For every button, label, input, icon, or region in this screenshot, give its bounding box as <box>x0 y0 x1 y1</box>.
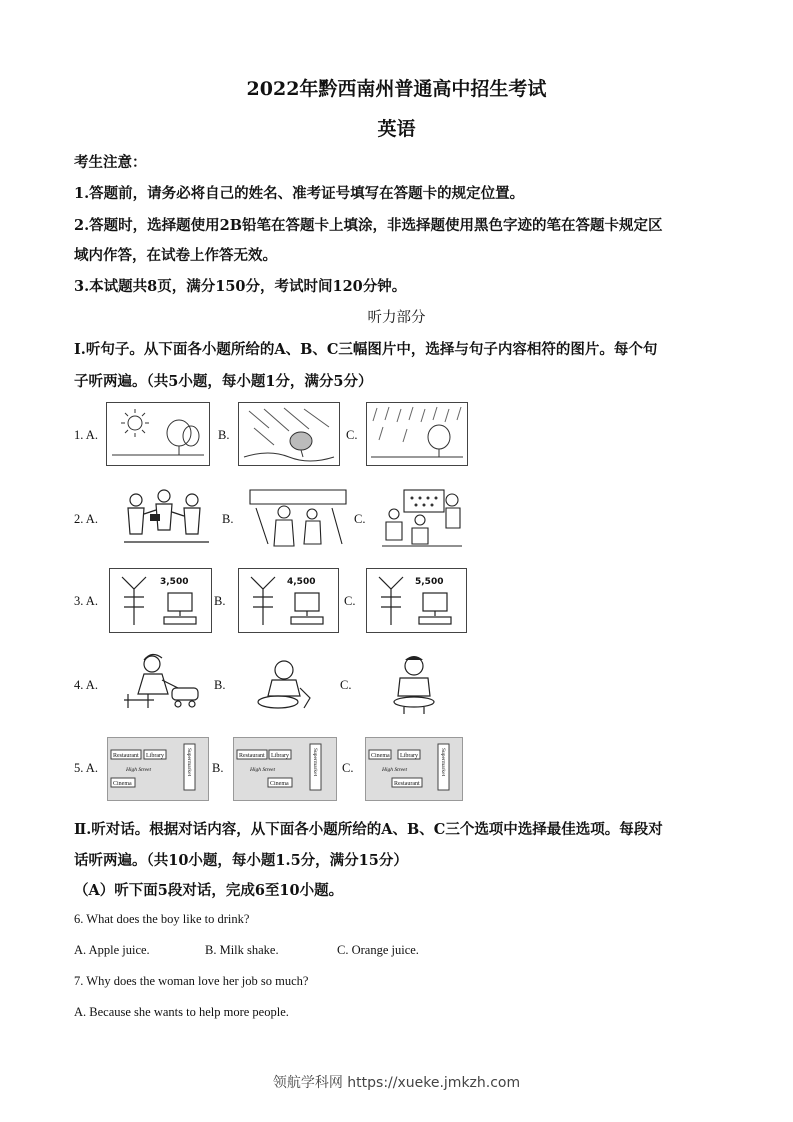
question-1-option-b: B. <box>218 428 230 442</box>
part2-instructions-line-2: 话听两遍。（共10小题，每小题1.5分，满分15分） <box>74 852 408 869</box>
question-6-stem: 6. What does the boy like to drink? <box>74 912 250 926</box>
listening-heading: 听力部分 <box>367 310 426 326</box>
note-item-3: 3.本试题共8页，满分150分，考试时间120分钟。 <box>74 278 407 295</box>
question-1-picture-b[interactable] <box>238 402 340 466</box>
question-6-option-b[interactable]: B. Milk shake. <box>205 943 279 957</box>
part2-instructions-line-1: Ⅱ.听对话。根据对话内容，从下面各小题所给的A、B、C三个选项中选择最佳选项。每段对 <box>74 821 663 838</box>
question-5-option-b: B. <box>212 761 224 775</box>
question-5-map-a[interactable] <box>107 737 209 801</box>
map-b-restaurant: Restaurant <box>239 753 265 759</box>
part1-instructions-line-1: Ⅰ.听句子。从下面各小题所给的A、B、C三幅图片中，选择与句子内容相符的图片。每个句 <box>74 341 658 358</box>
question-2-label: 2. A. <box>74 512 98 526</box>
map-b-cinema: Cinema <box>270 781 289 787</box>
question-7-stem: 7. Why does the woman love her job so much? <box>74 974 309 988</box>
exam-subject: 英语 <box>377 118 416 140</box>
page-footer: 领航学科网 https://xueke.jmkzh.com <box>272 1075 521 1091</box>
question-1-label: 1. A. <box>74 428 98 442</box>
question-3-label: 3. A. <box>74 594 98 608</box>
question-5-map-b[interactable] <box>233 737 337 801</box>
question-3-picture-a[interactable] <box>109 568 212 633</box>
question-2-picture-c[interactable] <box>374 484 466 552</box>
map-a-street: High Street <box>126 767 151 773</box>
question-6-option-c[interactable]: C. Orange juice. <box>337 943 419 957</box>
question-4-option-c: C. <box>340 678 352 692</box>
map-c-library: Library <box>400 753 418 759</box>
notes-heading: 考生注意： <box>74 154 147 171</box>
map-a-library: Library <box>146 753 164 759</box>
question-1-option-c: C. <box>346 428 358 442</box>
question-2-picture-a[interactable] <box>114 484 216 552</box>
question-4-option-b: B. <box>214 678 226 692</box>
section-a-heading: （A）听下面5段对话，完成6至10小题。 <box>74 882 344 899</box>
note-item-1: 1.答题前，请务必将自己的姓名、准考证号填写在答题卡的规定位置。 <box>74 185 525 202</box>
question-3-price-a: 3,500 <box>160 577 189 587</box>
question-5-option-c: C. <box>342 761 354 775</box>
question-3-price-b: 4,500 <box>287 577 316 587</box>
map-a-cinema: Cinema <box>113 781 132 787</box>
question-1-picture-c[interactable] <box>366 402 468 466</box>
exam-title: 2022年黔西南州普通高中招生考试 <box>246 78 547 100</box>
question-7-option-a[interactable]: A. Because she wants to help more people. <box>74 1005 289 1019</box>
map-c-cinema: Cinema <box>371 753 390 759</box>
question-4-label: 4. A. <box>74 678 98 692</box>
map-a-supermarket: Supermarket <box>186 748 192 777</box>
question-5-label: 5. A. <box>74 761 98 775</box>
question-2-option-b: B. <box>222 512 234 526</box>
question-1-picture-a[interactable] <box>106 402 210 466</box>
note-item-2-line-1: 2.答题时，选择题使用2B铅笔在答题卡上填涂，非选择题使用黑色字迹的笔在答题卡规定区 <box>74 217 663 234</box>
question-4-picture-c[interactable] <box>382 652 446 718</box>
question-2-option-c: C. <box>354 512 366 526</box>
map-c-street: High Street <box>382 767 407 773</box>
question-2-picture-b[interactable] <box>246 484 350 552</box>
map-b-supermarket: Supermarket <box>312 748 318 777</box>
question-3-option-b: B. <box>214 594 226 608</box>
map-c-supermarket: Supermarket <box>440 748 446 777</box>
question-4-picture-b[interactable] <box>244 654 326 716</box>
question-6-option-a[interactable]: A. Apple juice. <box>74 943 150 957</box>
question-5-map-c[interactable] <box>365 737 463 801</box>
map-a-restaurant: Restaurant <box>113 753 139 759</box>
question-3-price-c: 5,500 <box>415 577 444 587</box>
question-3-picture-c[interactable] <box>366 568 467 633</box>
part1-instructions-line-2: 子听两遍。（共5小题，每小题1分，满分5分） <box>74 373 373 390</box>
question-3-picture-b[interactable] <box>238 568 339 633</box>
question-3-option-c: C. <box>344 594 356 608</box>
map-b-street: High Street <box>250 767 275 773</box>
map-c-restaurant: Restaurant <box>394 781 420 787</box>
map-b-library: Library <box>271 753 289 759</box>
question-4-picture-a[interactable] <box>108 650 208 718</box>
note-item-2-line-2: 域内作答，在试卷上作答无效。 <box>74 247 277 264</box>
